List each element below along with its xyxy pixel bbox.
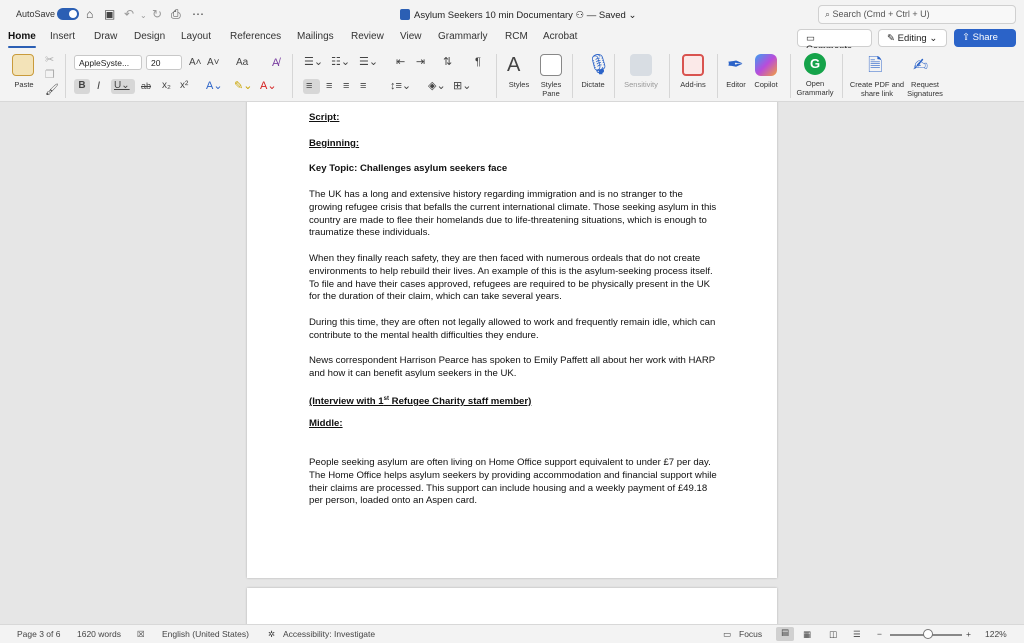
interview-post: Refugee Charity staff member)	[388, 396, 532, 408]
separator	[842, 54, 843, 98]
font-name-select[interactable]: AppleSyste...	[74, 55, 142, 70]
tab-grammarly[interactable]: Grammarly	[438, 31, 488, 42]
italic-icon[interactable]: I	[97, 80, 101, 92]
tab-references[interactable]: References	[230, 31, 282, 42]
align-right-icon[interactable]: ≡	[343, 80, 350, 92]
text-effects-icon[interactable]: A⌄	[206, 80, 223, 92]
interview-sup: st	[383, 396, 389, 402]
interview-pre: (Interview with 1	[309, 396, 384, 408]
autosave-toggle[interactable]	[57, 8, 79, 20]
language[interactable]: English (United States)	[162, 629, 249, 639]
tab-review[interactable]: Review	[351, 31, 384, 42]
highlight-icon[interactable]: ✎⌄	[234, 80, 253, 92]
addins-icon[interactable]	[682, 54, 704, 76]
title-bar	[0, 0, 1024, 30]
web-layout-icon[interactable]: ▦	[803, 629, 812, 639]
justify-icon[interactable]: ≡	[360, 80, 367, 92]
share-button[interactable]	[954, 29, 1016, 47]
undo-icon[interactable]: ↶	[124, 7, 135, 21]
status-bar	[0, 624, 1024, 643]
accessibility-status[interactable]: Accessibility: Investigate	[283, 629, 376, 639]
search-input[interactable]	[818, 5, 1016, 24]
beginning-heading: Beginning:	[309, 138, 360, 149]
bold-icon[interactable]: B	[74, 79, 90, 94]
request-signatures-icon[interactable]: ✍	[913, 55, 929, 75]
addins-label: Add-ins	[680, 80, 706, 89]
autosave-label: AutoSave	[16, 9, 56, 19]
tab-design[interactable]: Design	[134, 31, 166, 42]
dictate-label: Dictate	[581, 80, 605, 89]
editing-button[interactable]	[878, 29, 947, 47]
zoom-out-icon[interactable]: −	[877, 629, 882, 639]
separator	[496, 54, 497, 98]
cut-icon[interactable]: ✂	[45, 54, 55, 66]
home-icon[interactable]: ⌂	[86, 7, 94, 21]
undo-dropdown-icon[interactable]: ⌄	[140, 11, 147, 20]
separator	[669, 54, 670, 98]
pencil-icon: ✎	[887, 33, 898, 44]
clear-formatting-icon[interactable]: A̸	[272, 57, 280, 69]
create-pdf-icon[interactable]: 🗎	[868, 55, 883, 75]
ribbon	[0, 48, 1024, 102]
format-painter-icon[interactable]: 🖌	[45, 84, 59, 96]
copilot-label: Copilot	[754, 80, 778, 89]
change-case-icon[interactable]: Aa	[236, 57, 249, 68]
styles-pane-icon[interactable]	[540, 54, 562, 76]
shrink-font-icon[interactable]: A˅	[207, 57, 220, 68]
separator	[790, 54, 791, 98]
save-state: Saved	[598, 10, 626, 21]
strikethrough-icon[interactable]: ab	[141, 81, 152, 91]
word-count[interactable]: 1620 words	[77, 629, 121, 639]
line-spacing-icon[interactable]: ↕≡⌄	[390, 80, 412, 92]
shading-icon[interactable]: ◈⌄	[428, 80, 446, 92]
editing-label: Editing	[897, 33, 927, 44]
more-icon[interactable]: ⋯	[192, 7, 204, 21]
proofing-icon[interactable]: ☒	[137, 629, 145, 639]
zoom-level[interactable]: 122%	[985, 629, 1007, 639]
interview-heading	[309, 393, 717, 409]
word-file-icon	[400, 9, 410, 20]
document-page[interactable]	[247, 102, 777, 578]
share-icon: ⇪	[962, 32, 973, 43]
share-label: Share	[972, 32, 998, 43]
show-marks-icon[interactable]: ¶	[475, 56, 481, 68]
styles-pane-label: Styles Pane	[540, 80, 562, 98]
separator	[65, 54, 66, 98]
copilot-icon[interactable]	[755, 54, 777, 76]
focus-icon: ▭	[723, 629, 732, 639]
save-icon[interactable]: ▣	[104, 7, 116, 21]
styles-label: Styles	[508, 80, 530, 89]
borders-icon[interactable]: ⊞⌄	[453, 80, 472, 92]
search-icon: ⌕	[825, 9, 833, 19]
paragraph-2: When they finally reach safety, they are then faced with numerous ordeals that do not create environments to help rebuild their lives. An example of this is the asylum-seeking process itself. To file and have their cases approved, refugees are required to be physically present in the UK for the duration of their claim, which can take several years.	[309, 253, 713, 303]
script-heading: Script:	[309, 112, 340, 123]
sensitivity-icon[interactable]	[630, 54, 652, 76]
sort-icon[interactable]: ⇅	[443, 56, 453, 68]
separator	[717, 54, 718, 98]
tab-layout[interactable]: Layout	[181, 31, 212, 42]
tab-home[interactable]: Home	[8, 31, 36, 42]
read-mode-icon[interactable]: ◫	[829, 629, 838, 639]
request-signatures-label: Request Signatures	[907, 80, 943, 98]
print-layout-icon[interactable]: ▤	[776, 627, 794, 641]
paste-label: Paste	[14, 80, 34, 89]
comment-icon: ▭	[806, 33, 815, 44]
subscript-icon[interactable]: x₂	[162, 80, 171, 91]
open-grammarly-label: Open Grammarly	[796, 79, 834, 97]
outline-icon[interactable]: ☰	[853, 629, 861, 639]
focus-button[interactable]: Focus	[739, 629, 763, 639]
underline-icon[interactable]: U⌄	[111, 79, 135, 94]
document-area[interactable]	[0, 102, 1024, 624]
grammarly-icon[interactable]: G	[804, 53, 826, 75]
people-icon: ⚇	[575, 10, 585, 21]
key-topic: Key Topic: Challenges asylum seekers face	[309, 163, 508, 174]
document-title[interactable]: Asylum Seekers 10 min Documentary ⚇ — Saved ⌄	[400, 9, 636, 21]
font-size-select[interactable]: 20	[146, 55, 182, 70]
decrease-indent-icon[interactable]: ⇤	[396, 56, 406, 68]
tab-acrobat[interactable]: Acrobat	[543, 31, 578, 42]
redo-icon[interactable]: ↻	[152, 7, 163, 21]
tab-rcm[interactable]: RCM	[505, 31, 528, 42]
create-pdf-label: Create PDF and share link	[849, 80, 905, 98]
multilevel-list-icon[interactable]: ☰⌄	[359, 56, 379, 68]
separator	[292, 54, 293, 98]
superscript-icon[interactable]: x²	[180, 80, 189, 91]
chevron-down-icon: ⌄	[929, 33, 938, 44]
print-icon[interactable]: ⎙	[171, 7, 181, 21]
bullets-icon[interactable]: ☰⌄	[304, 56, 324, 68]
paste-icon[interactable]	[12, 54, 34, 76]
font-color-icon[interactable]: A⌄	[260, 80, 277, 92]
zoom-in-icon[interactable]: +	[966, 629, 971, 639]
page-count[interactable]: Page 3 of 6	[17, 629, 61, 639]
next-page[interactable]	[247, 588, 777, 624]
middle-heading: Middle:	[309, 418, 343, 429]
numbering-icon[interactable]: ☷⌄	[331, 56, 351, 68]
tab-view[interactable]: View	[400, 31, 422, 42]
sensitivity-label: Sensitivity	[624, 80, 658, 89]
zoom-slider-handle[interactable]	[923, 629, 933, 639]
paragraph-4: News correspondent Harrison Pearce has spoken to Emily Paffett all about her work with HARP and how it can benefit asylum seekers in the UK.	[309, 355, 715, 379]
editor-icon[interactable]: ✒	[727, 54, 744, 76]
paragraph-3: During this time, they are often not legally allowed to work and frequently remain idle, which can contribute to the mental health difficulties they endure.	[309, 317, 716, 341]
grow-font-icon[interactable]: A˄	[189, 57, 202, 68]
microphone-icon[interactable]: 🎙	[586, 54, 612, 76]
comments-button[interactable]	[797, 29, 872, 47]
editor-label: Editor	[726, 80, 746, 89]
copy-icon[interactable]: ❐	[45, 69, 55, 81]
increase-indent-icon[interactable]: ⇥	[416, 56, 426, 68]
accessibility-icon: ✲	[268, 629, 276, 639]
styles-icon[interactable]: A	[507, 54, 521, 76]
align-left-icon[interactable]: ≡	[303, 79, 320, 94]
paragraph-5: People seeking asylum are often living on Home Office support equivalent to under £7 per day. The Home Office helps asylum seekers by providing accommodation and financial support while their claims are processed. This support can include housing and a weekly payment of £49.18 per person, loaded onto an Aspen card.	[309, 457, 717, 507]
separator	[572, 54, 573, 98]
chevron-down-icon: ⌄	[628, 10, 637, 21]
tab-draw[interactable]: Draw	[94, 31, 118, 42]
tab-mailings[interactable]: Mailings	[297, 31, 334, 42]
align-center-icon[interactable]: ≡	[326, 80, 333, 92]
doc-title-text: Asylum Seekers 10 min Documentary	[414, 10, 573, 21]
search-placeholder: Search (Cmd + Ctrl + U)	[832, 9, 930, 19]
tab-insert[interactable]: Insert	[50, 31, 76, 42]
paragraph-1: The UK has a long and extensive history regarding immigration and is no stranger to the growing refugee crisis that befalls the current international climate. Those seeking asylum in this country are made to flee their homelands due to life-threatening situations, which is enough to traumatize these individuals.	[309, 189, 717, 239]
separator	[614, 54, 615, 98]
